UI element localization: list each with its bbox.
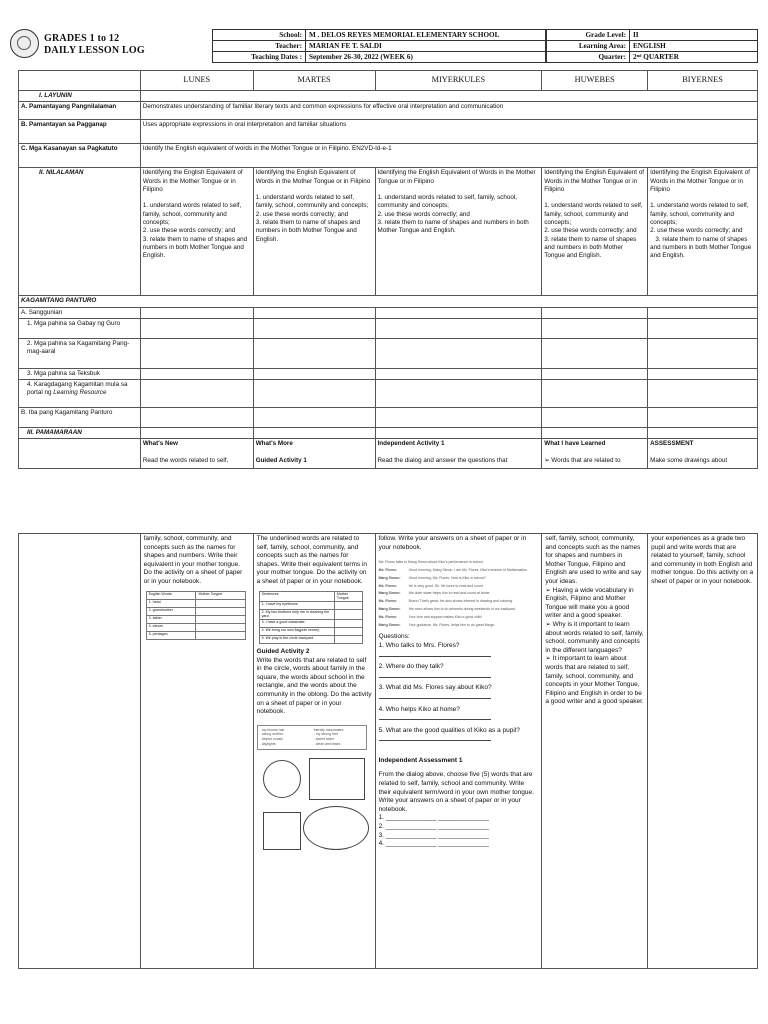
answer-blank-line [379, 735, 491, 741]
answer-blank-line [379, 693, 491, 699]
question-item [379, 684, 539, 702]
dialog-speaker: Mang Simon: [378, 622, 401, 627]
dialog-speaker: Ms. Flores: [378, 583, 398, 588]
blank-cell [648, 307, 758, 318]
dialog-text: Bravo! That's great. He also shows interest in drawing and coloring. [408, 599, 514, 604]
dialog-text: He is very good, Sir. He loves to read and count. [408, 583, 484, 588]
proc-miyerkules [375, 439, 542, 469]
blank-cell [140, 318, 253, 338]
blank-cell [375, 338, 542, 368]
nilalaman-label: II. NILALAMAN [19, 168, 141, 296]
martes-table-head-2: Mother Tongue [334, 591, 362, 601]
blank-cell [648, 408, 758, 428]
martes-worksheet-table [259, 591, 363, 644]
dialog-speaker: Ms. Flores: [378, 614, 398, 619]
lunes-instructions: family, school, community, and concepts such as the names for shapes and numbers. Write their equivalent in your mother tongue. Do the activity on a sheet of paper or in your notebook. [143, 535, 243, 585]
dialog-speaker: Mang Simon: [378, 591, 401, 596]
blank-cell [375, 428, 542, 439]
proc-start-biyernes: Make some drawings about [650, 457, 728, 465]
questions-title: Questions: [378, 633, 410, 641]
dates-label: Teaching Dates : [213, 52, 306, 63]
lunes-table-row: 5. pentagon [146, 631, 196, 639]
quarter-value: 2ⁿᵈ QUARTER [630, 52, 758, 63]
blank-cell [542, 380, 648, 408]
answer-line: 1. ______________ ______________ [378, 814, 489, 822]
blank-cell [253, 380, 375, 408]
martes-table-row: 2. My two brothers help me in cleaning the yard. [259, 609, 334, 619]
martes-table-row: 1. I have my eyebrows. [259, 601, 334, 609]
dialog-list [379, 568, 539, 627]
pamamaraan-label: III. PAMAMARAAN [19, 428, 141, 439]
proc-header-biyernes: ASSESSMENT [650, 440, 694, 448]
independent-assessment-title: Independent Assessment 1 [378, 756, 463, 764]
blank-cell [253, 318, 375, 338]
school-label: School: [213, 30, 306, 41]
question-text: 5. What are the good qualities of Kiko as a pupil? [378, 726, 520, 734]
answer-line: 2. ______________ ______________ [378, 823, 489, 831]
blank-cell [334, 619, 362, 627]
blank-cell [542, 408, 648, 428]
row-b-text: Uses appropriate expressions in oral interpretation and familiar situations [140, 120, 757, 144]
proc-header-huwebes: What I have Learned [544, 440, 606, 448]
continuation-miyerkules [375, 534, 542, 969]
blank-cell [253, 307, 375, 318]
blank-cell [140, 338, 253, 368]
blank-cell [375, 408, 542, 428]
row-c-label: C. Mga Kasanayan sa Pagkatuto [19, 144, 141, 168]
teacher-value: MARIAN FE T. SALDI [306, 41, 546, 52]
question-text: 3. What did Ms. Flores say about Kiko? [378, 684, 492, 692]
blank-cell [375, 307, 542, 318]
blank-cell [334, 609, 362, 619]
word-box-left: - my blouse hair - caring mother - helpful cousin - daylights [259, 727, 285, 747]
row-b-label: B. Pamantayan sa Pagganap [19, 120, 141, 144]
blank-cell [140, 368, 253, 379]
proc-start-huwebes: ➢ Words that are related to [544, 457, 621, 465]
lunes-table-row: 4. eleven [146, 623, 196, 631]
square-shape [263, 812, 301, 850]
shapes-area [257, 750, 372, 880]
dialog-speaker: Ms. Flores: [378, 599, 398, 604]
blank-cell [196, 607, 245, 615]
proc-lunes [140, 439, 253, 469]
blank-cell [140, 408, 253, 428]
blank-cell [253, 428, 375, 439]
proc-start-lunes: Read the words related to self, [142, 457, 229, 465]
oblong-shape [303, 806, 369, 850]
blank-cell [375, 318, 542, 338]
blank-cell [196, 615, 245, 623]
lunes-table-row: 3. father [146, 615, 196, 623]
word-box-right: friendly classmates - my strong feet - sweet sister - clean armchairs [313, 727, 344, 747]
karagdagang-kagamitan-label [19, 380, 141, 408]
proc-start-martes: Guided Activity 1 [255, 457, 307, 465]
corner-cell [19, 71, 141, 91]
question-item [379, 642, 539, 660]
dialog-speaker: Mang Simon: [378, 575, 401, 580]
proc-huwebes [542, 439, 648, 469]
blank-cell [542, 368, 648, 379]
miyerkules-intro: follow. Write your answers on a sheet of paper or in your notebook. [378, 535, 527, 551]
teksbuk-label: 3. Mga pahina sa Teksbuk [19, 368, 141, 379]
blank-cell [648, 318, 758, 338]
proc-start-miyerkules: Read the dialog and answer the questions that [377, 457, 508, 465]
question-list [379, 642, 539, 745]
blank-cell [196, 599, 245, 607]
dialog-text: His mom allows him to do artworks during weekends in our backyard. [408, 606, 516, 611]
dialog-line [379, 591, 539, 596]
lunes-table-head-2: Mother Tongue [196, 591, 245, 599]
blank-cell [140, 307, 253, 318]
nilalaman-lunes: Identifying the English Equivalent of Words in the Mother Tongue or in Filipino 1. understand words related to self, family, school, community and concepts; 2. use these words correctly; and 3. relate them to name of shapes and numbers in both Mother Tongue and English. [140, 168, 253, 296]
martes-table-row: 4. We bring our own flagpole money. [259, 627, 334, 635]
circle-shape [263, 760, 301, 798]
blank-cell [19, 439, 141, 469]
blank-cell [542, 307, 648, 318]
question-item [379, 663, 539, 681]
answer-blank-line [379, 714, 491, 720]
blank-cell [253, 408, 375, 428]
dialog-text: Your guidance, Ms. Flores, helps him to do great things. [408, 622, 496, 627]
title-line2: DAILY LESSON LOG [44, 45, 145, 56]
deped-seal-logo [10, 29, 39, 58]
grade-value: II [630, 30, 758, 41]
blank-cell [648, 338, 758, 368]
question-text: 4. Who helps Kiko at home? [378, 705, 460, 713]
blank-cell [334, 635, 362, 643]
continuation-huwebes: self, family, school, community, and concepts such as the names for shapes and numbers in Mother Tongue, Filipino and English are used to write and say your ideas. ➢ Having a wide vocabulary in English, Filipino and Mother Tongue will make you a good writer and a good speaker. ➢ Why is it important to learn about words related to self, family, school, community and concepts in the different languages? ➢ It important to learn about words that are related to self, family, school, community, and concepts in your Mother Tongue, Filipino and English in order to be a good writer and a good speaker. [542, 534, 648, 969]
dialog-line [379, 599, 539, 604]
dialog-line [379, 568, 539, 573]
learning-resource-text: Learning Resource [53, 389, 107, 397]
blank-cell [648, 380, 758, 408]
day-header-huwebes: HUWEBES [542, 71, 648, 91]
blank-cell [648, 428, 758, 439]
iba-pang-kagamitan-label: B. Iba pang Kagamitang Panturo [19, 408, 141, 428]
sanggunian-label: A. Sanggunian [19, 307, 141, 318]
question-text: 2. Where do they talk? [378, 663, 444, 671]
question-text: 1. Who talks to Mrs. Flores? [378, 641, 460, 649]
dialog-line [379, 623, 539, 628]
nilalaman-miyerkules: Identifying the English Equivalent of Words in the Mother Tongue or in Filipino 1. understand words related to self, family, school, community and concepts; 2. use these words correctly; and 3. relate them to name of shapes and numbers in both Mother Tongue and English. [375, 168, 542, 296]
martes-instructions: The underlined words are related to self, family, school, community, and concepts such as the names for shapes. Write their equivalent terms in your mother tongue. Do the activity on a sheet of paper or in your notebook. [256, 535, 368, 585]
answer-blank-line [379, 672, 491, 678]
nilalaman-huwebes: Identifying the English Equivalent of Words in the Mother Tongue or in Filipino 1. understand words related to self, family, school, community and concepts; 2. use these words correctly; and 3. relate them to name of shapes and numbers in both Mother Tongue and English. [542, 168, 648, 296]
school-info-table [212, 29, 546, 63]
dialog-speaker: Mang Simon: [378, 606, 401, 611]
proc-header-miyerkules: Independent Activity 1 [377, 440, 445, 448]
dialog-speaker: Ms. Flores: [378, 567, 398, 572]
kagamitang-panturo-label: KAGAMITANG PANTURO [19, 296, 758, 307]
proc-header-lunes: What's New [142, 440, 178, 448]
blank-cell [196, 631, 245, 639]
answer-blank-line [379, 651, 491, 657]
dialog-text: Good morning, Ms. Flores. How is Kiko in school? [408, 575, 486, 580]
blank-cell [253, 338, 375, 368]
blank-cell [542, 318, 648, 338]
word-box [257, 725, 367, 750]
lunes-worksheet-table [146, 591, 246, 640]
continuation-label-cell [19, 534, 141, 969]
blank-cell [334, 627, 362, 635]
dates-value: September 26-30, 2022 (WEEK 6) [306, 52, 546, 63]
dialog-text: Good morning, Mang Simon. I am Ms. Flores, Kiko's teacher in Mathematics. [408, 567, 528, 572]
blank-cell [140, 428, 253, 439]
blank-cell [334, 601, 362, 609]
gabay-guro-label: 1. Mga pahina sa Gabay ng Guro [19, 318, 141, 338]
day-header-martes: MARTES [253, 71, 375, 91]
area-label: Learning Area: [547, 41, 630, 52]
layunin-label: I. LAYUNIN [19, 91, 141, 102]
dialog-text: Your love and support makes Kiko a good child. [408, 614, 483, 619]
row-a-label: A. Pamantayang Pangnilalaman [19, 102, 141, 120]
day-header-lunes: LUNES [140, 71, 253, 91]
school-value: M . DELOS REYES MEMORIAL ELEMENTARY SCHOOL [306, 30, 546, 41]
row-a-text: Demonstrates understanding of familiar literary texts and common expressions for effective oral interpretation and communication [140, 102, 757, 120]
continuation-grid [18, 533, 758, 969]
nilalaman-martes: Identifying the English Equivalent of Words in the Mother Tongue or in Filipino 1. understand words related to self, family, school, community and concepts; 2. use these words correctly; and 3. relate them to name of shapes and numbers in both Mother Tongue and English. [253, 168, 375, 296]
lunes-table-row: 2. grandmother [146, 607, 196, 615]
continuation-lunes [140, 534, 253, 969]
martes-table-row: 3. I have a good classmate. [259, 619, 334, 627]
dialog-line [379, 607, 539, 612]
area-value: ENGLISH [630, 41, 758, 52]
martes-table-row: 5. We play in the circle backyard. [259, 635, 334, 643]
title-line1: GRADES 1 to 12 [44, 33, 120, 44]
question-item [379, 706, 539, 724]
grade-info-table [546, 29, 758, 63]
karagdagang-text: 4. Karagdagang Kagamitan mula sa portal ng [27, 381, 128, 397]
lunes-table-head-1: English Words [146, 591, 196, 599]
teacher-label: Teacher: [213, 41, 306, 52]
blank-cell [542, 338, 648, 368]
day-header-miyerkules: MIYERKULES [375, 71, 542, 91]
martes-table-head-1: Sentences [259, 591, 334, 601]
continuation-martes [253, 534, 375, 969]
rectangle-shape [309, 758, 365, 800]
blank-cell [375, 380, 542, 408]
guided-activity-2-text: Write the words that are related to self in the circle, words about family in the square, the words about school in the rectangle, and the words about the community in the oblong. Do the activity on a sheet of paper or in your notebook. [256, 656, 372, 716]
blank-cell [542, 428, 648, 439]
dialog-line [379, 576, 539, 581]
continuation-biyernes: your experiences as a grade two pupil and write words that are related to yourself, family, school and community in both English and mother tongue. Do this activity on a sheet of paper or in your notebook. [648, 534, 758, 969]
kagamitang-mag-aaral-label: 2. Mga pahina sa Kagamitang Pang-mag-aaral [19, 338, 141, 368]
dialog-text: His older sister helps him to read and count at home. [408, 591, 491, 596]
layunin-blank [140, 91, 757, 102]
row-c-text: Identify the English equivalent of words in the Mother Tongue or in Filipino. EN2VD-Id-e-1 [140, 144, 757, 168]
quarter-label: Quarter: [547, 52, 630, 63]
blank-cell [196, 623, 245, 631]
dialog-title: Ms. Flores talks to Mang Simon about Kiko's performance in school. [378, 560, 484, 565]
grade-label: Grade Level: [547, 30, 630, 41]
question-item [379, 727, 539, 745]
blank-cell [140, 380, 253, 408]
proc-biyernes [648, 439, 758, 469]
answer-line: 3. ______________ ______________ [378, 831, 489, 839]
dialog-line [379, 584, 539, 589]
day-header-biyernes: BIYERNES [648, 71, 758, 91]
blank-cell [648, 368, 758, 379]
answer-line: 4. ______________ ______________ [378, 840, 489, 848]
independent-assessment-text: From the dialog above, choose five (5) words that are related to self, family, school and community. Write their equivalent term/word in your own mother tongue. Write your answers on a sheet of paper or in your notebook. [378, 771, 534, 813]
blank-cell [375, 368, 542, 379]
blank-cell [253, 368, 375, 379]
nilalaman-biyernes: Identifying the English Equivalent of Words in the Mother Tongue or in Filipino 1. understand words related to self, family, school, community and concepts; 2. use these words correctly; and 3. relate them to name of shapes and numbers in both Mother Tongue and English. [648, 168, 758, 296]
proc-header-martes: What's More [255, 440, 293, 448]
dialog-line [379, 615, 539, 620]
guided-activity-2-title: Guided Activity 2 [256, 647, 310, 655]
proc-martes [253, 439, 375, 469]
lunes-table-row: 1. head [146, 599, 196, 607]
lesson-grid [18, 70, 758, 469]
